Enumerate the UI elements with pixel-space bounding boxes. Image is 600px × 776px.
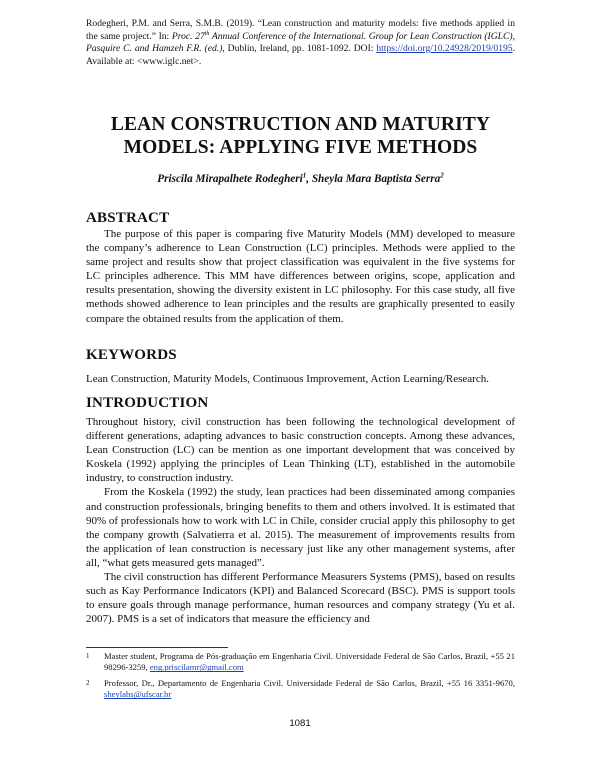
- author-2: Sheyla Mara Baptista Serra: [311, 173, 441, 185]
- citation-middle: , Dublin, Ireland, pp. 1081-1092. DOI:: [222, 43, 377, 55]
- page-number: 1081: [289, 718, 311, 729]
- abstract-section: [86, 227, 515, 326]
- paper-title: [86, 113, 515, 159]
- citation-suffix: . Available at: <www.iglc.net>.: [86, 43, 515, 67]
- keywords-section: [86, 372, 515, 386]
- footnote-1-email-link[interactable]: eng.priscilamr@gmail.com: [149, 662, 244, 673]
- keywords-text: Lean Construction, Maturity Models, Continuous Improvement, Action Learning/Research.: [86, 373, 489, 385]
- author-1: Priscila Mirapalhete Rodegheri: [157, 173, 303, 185]
- author-line: [86, 173, 515, 185]
- doi-link[interactable]: https://doi.org/10.24928/2019/0195: [376, 43, 513, 55]
- footnote-1-text: Master student, Programa de Pós-graduação em Engenharia Civil. Universidade Federal de São Carlos, Brazil, +55 21 98296-3259,: [104, 651, 515, 673]
- introduction-section: [86, 415, 515, 626]
- abstract-text: The purpose of this paper is comparing five Maturity Models (MM) developed to measure the company’s adherence to Lean Construction (LC) principles. Methods were applied to the same project and results show that project classification was equivalent in the five systems for LC principles adherence. This MM have differences between origins, scope, application and results presentation, showing the diversity existent in LC philosophy. For this case study, all five methods showed adherence to lean principles and the results are graphically presented to easily compare the obtained results from the application of them.: [86, 228, 515, 325]
- footnote-2-number: 2: [86, 679, 90, 687]
- footnote-divider: [86, 647, 228, 648]
- citation-proc-a: Proc. 27: [171, 30, 205, 42]
- author-separator: ,: [306, 173, 312, 185]
- footnote-1-number: 1: [86, 652, 90, 660]
- citation-proc-sup: th: [204, 30, 210, 37]
- citation-prefix: Rodegheri, P.M. and Serra, S.M.B. (2019). “Lean construction and maturity models: five methods applied in the same project.” In:: [86, 18, 515, 42]
- intro-paragraph-2: From the Koskela (1992) the study, lean practices had been disseminated among companies and construction professionals, bringing benefits to them and others involved. It is estimated that 90% of professionals how to work with LC in Chile, consider crucial apply this philosophy to get the company growth (Salvatierra et al. 2015). The measurement of improvements results from the application of lean construction is necessary just like any other management systems, after all, “what gets measured gets managed”.: [86, 486, 515, 569]
- footnote-2: [86, 678, 515, 701]
- keywords-heading: KEYWORDS: [86, 347, 177, 363]
- title-line-2: MODELS: APPLYING FIVE METHODS: [123, 137, 478, 158]
- intro-paragraph-3: The civil construction has different Performance Measurers Systems (PMS), based on results such as Kay Performance Indicators (KPI) and Balanced Scorecard (BSC). PMS is support tools to ensure goals through manage performance, human resources and company strategy (Yu et al. 2007). PMS is a set of indicators that measure the efficiency and: [86, 571, 515, 626]
- intro-paragraph-1: Throughout history, civil construction has been following the technological development of different generations, adapting advances to basic construction concepts. Among these advances, Lean Construction (LC) can be mention as one important development that was conceived by Koskela (1992) applying the principles of Lean Thinking (LT), established in the automobile industry, to construction industry.: [86, 416, 515, 485]
- footnote-1: [86, 651, 515, 674]
- citation-proc-b: Annual Conference of the International. Group for Lean Construction (IGLC), Pasquire C. and Hamzeh F.R. (ed.): [86, 30, 515, 55]
- abstract-heading: ABSTRACT: [86, 210, 170, 226]
- author-2-footnote-ref: 2: [440, 171, 444, 180]
- title-line-1: LEAN CONSTRUCTION AND MATURITY: [110, 114, 491, 135]
- footnote-1-text-block: [104, 651, 515, 674]
- footnote-2-email-link[interactable]: sheylabs@ufscar.br: [104, 689, 172, 700]
- footnote-2-text: Professor, Dr., Departamento de Engenharia Civil. Universidade Federal de São Carlos, Brazil, +55 16 3351-9670,: [104, 678, 515, 688]
- introduction-heading: INTRODUCTION: [86, 395, 209, 411]
- author-1-footnote-ref: 1: [302, 171, 307, 180]
- footnote-2-text-block: [104, 678, 515, 701]
- citation-header: [86, 18, 515, 68]
